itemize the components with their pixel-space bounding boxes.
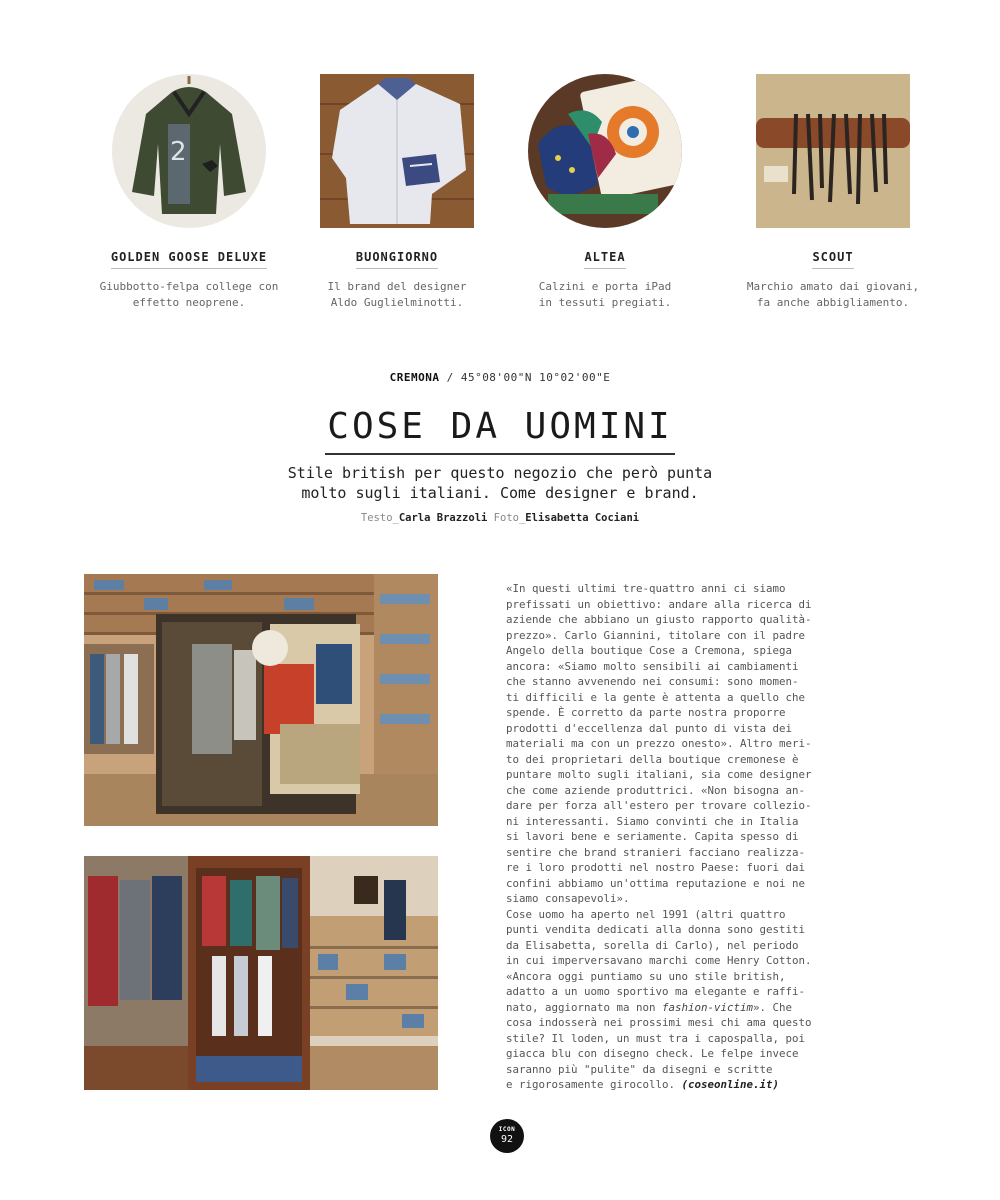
body-italic-term: fashion-victim: [662, 1000, 754, 1014]
credit-text-label: Testo_: [360, 512, 399, 524]
product-altea: [500, 74, 710, 311]
body-paragraph-2-start: Cose uomo ha aperto nel 1991 (altri quattro punti vendita dedicati alla donna sono gestiti da Elisabetta, sorella di Carlo), nel periodo in cui imperversavano marchi come Henry Cotton. «Ancora oggi puntiamo su uno stile british, adatto a un uomo sportivo ma elegante e raffi- nato, aggiornato ma non: [506, 907, 812, 1014]
article-credits: [0, 512, 1000, 524]
product-image-socks: [528, 74, 682, 228]
store-photo-trunk: [84, 574, 438, 826]
article-subtitle: Stile british per questo negozio che però punta molto sugli italiani. Come designer e brand.: [287, 464, 713, 502]
store-photo-wardrobe: [84, 856, 438, 1090]
product-description: Il brand del designer Aldo Guglielminotti.: [327, 280, 467, 309]
product-scout: [728, 74, 938, 311]
credit-photo-author: Elisabetta Cociani: [525, 512, 640, 524]
product-image-shirt: [320, 74, 474, 228]
product-name: BUONGIORNO: [356, 250, 438, 269]
article-title: COSE DA UOMINI: [325, 405, 674, 455]
product-description: Marchio amato dai giovani, fa anche abbigliamento.: [746, 280, 920, 309]
credit-photo-label: Foto_: [487, 512, 526, 524]
product-row: [84, 74, 934, 334]
article-body: [506, 581, 846, 1093]
location-city: CREMONA: [389, 371, 440, 384]
product-description: Giubbotto-felpa college con effetto neoprene.: [99, 280, 279, 309]
svg-text:2: 2: [170, 137, 187, 167]
body-paragraph-2-end: ». Che cosa indosserà nei prossimi mesi chi ama questo stile? Il loden, un must tra i capospalla, poi giacca blu con disegno check. Le felpe invece saranno più "pulite" da disegni e scritte e rigorosamente girocollo.: [506, 1000, 812, 1091]
body-paragraph-2: [506, 907, 846, 1093]
product-name: ALTEA: [584, 250, 625, 269]
product-name: SCOUT: [812, 250, 853, 269]
title-wrap: [0, 405, 1000, 455]
product-golden-goose: [84, 74, 294, 311]
location-line: [0, 371, 1000, 384]
product-name: GOLDEN GOOSE DELUXE: [111, 250, 267, 269]
website-link[interactable]: (coseonline.it): [681, 1078, 780, 1091]
location-coords: / 45°08'00"N 10°02'00"E: [439, 371, 611, 384]
body-paragraph-1: «In questi ultimi tre-quattro anni ci siamo prefissati un obiettivo: andare alla ricerca di aziende che abbiano un giusto rapporto qualità- prezzo». Carlo Giannini, titolare con il padre Angelo della boutique Cose a Cremona, spiega ancora: «Siamo molto sensibili ai cambiamenti che stanno avvenendo nei consumi: sono momen- ti difficili e la gente è attenta a quello che spende. È corretto da parte nostra proporre prodotti d'eccellenza dal punto di vista dei materiali ma con un prezzo onesto». Altro meri- to dei proprietari della boutique cremonese è puntare molto sugli italiani, sia come designer che come aziende produttrici. «Non bisogna an- dare per forza all'estero per trovare collezio- ni interessanti. Siamo convinti che in Italia si lavori bene e seriamente. Capita spesso di sentire che brand stranieri facciano realizza- re i loro prodotti nel nostro Paese: fuori dai confini abbiamo un'ottima reputazione e noi ne siamo consapevoli».: [506, 582, 812, 905]
product-image-jacket: [112, 74, 266, 228]
product-image-bracelets: [756, 74, 910, 228]
page-number: 92: [500, 1134, 514, 1145]
credit-text-author: Carla Brazzoli: [398, 512, 488, 524]
magazine-brand: ICON: [498, 1126, 516, 1133]
product-buongiorno: [292, 74, 502, 311]
page-number-badge: [490, 1119, 524, 1153]
product-description: Calzini e porta iPad in tessuti pregiati.: [538, 280, 672, 309]
